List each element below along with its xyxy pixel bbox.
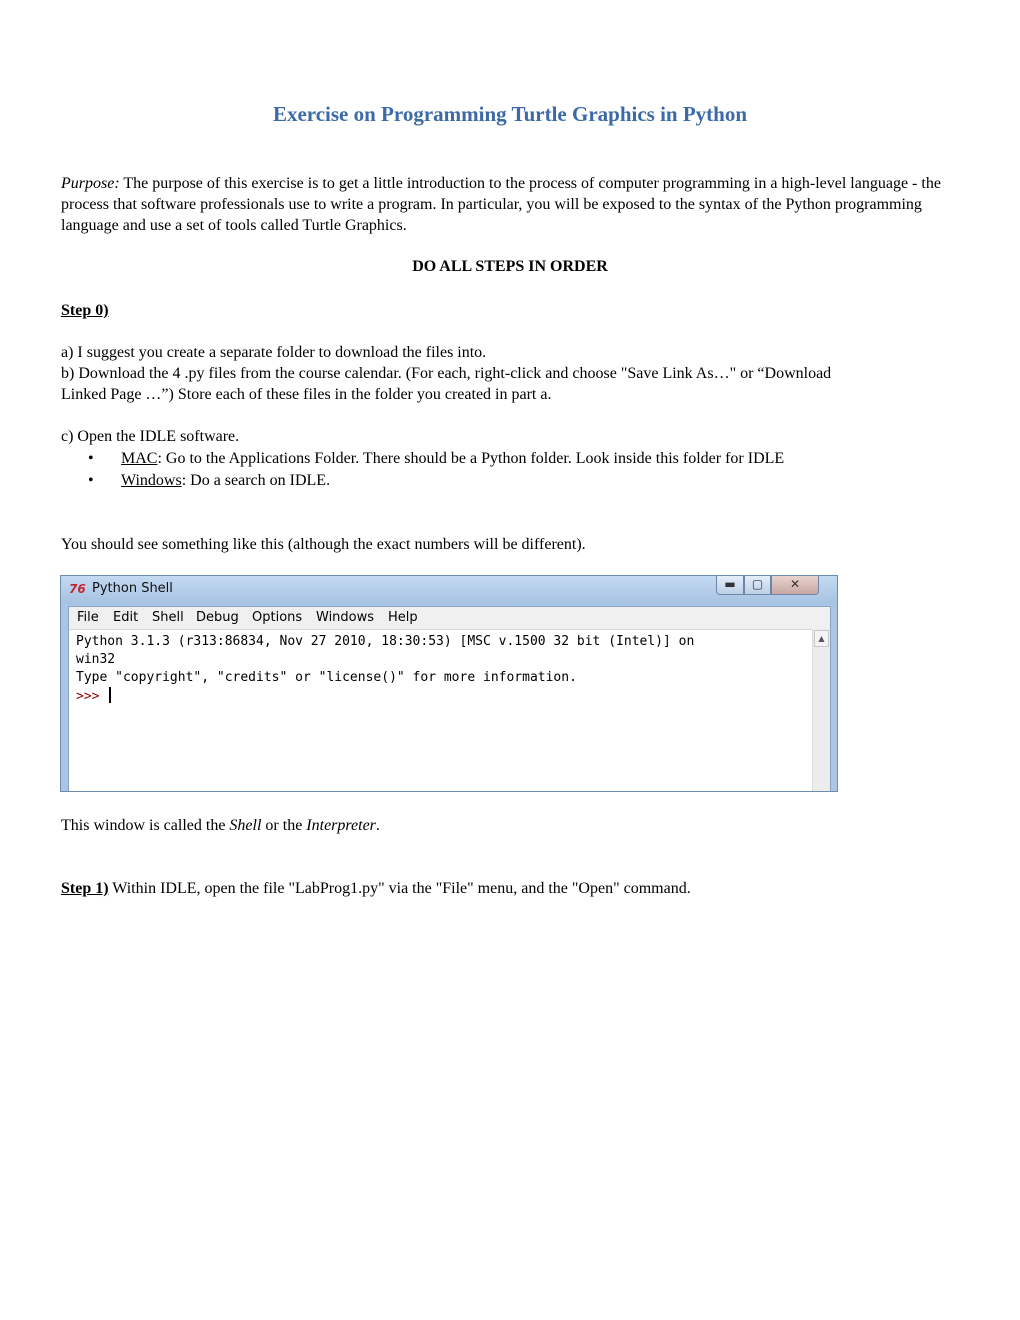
purpose-paragraph: [61, 173, 961, 236]
bullet-mac: [88, 448, 784, 470]
output-line: win32: [76, 652, 116, 667]
tk-logo-icon: 76: [69, 582, 86, 596]
shell-output[interactable]: [76, 633, 694, 706]
output-line: Python 3.1.3 (r313:86834, Nov 27 2010, 18:30:53) [MSC v.1500 32 bit (Intel)] on: [76, 634, 695, 649]
caption-before: This window is called the: [61, 817, 230, 834]
menu-bar: [69, 607, 830, 630]
text-cursor: [109, 687, 111, 703]
shell-client-area: [68, 606, 831, 791]
order-banner: DO ALL STEPS IN ORDER: [412, 258, 608, 275]
mac-instructions: : Go to the Applications Folder. There should be a Python folder. Look inside this folder for IDLE: [157, 450, 785, 467]
scroll-up-icon[interactable]: ▲: [814, 630, 829, 647]
close-icon[interactable]: ✕: [771, 576, 819, 595]
step0-item-c: c) Open the IDLE software.: [61, 428, 240, 445]
bullet-dot: •: [88, 472, 94, 489]
menu-file[interactable]: File: [77, 610, 99, 625]
mac-link: MAC: [121, 450, 158, 467]
step1-text: Within IDLE, open the file "LabProg1.py" via the "File" menu, and the "Open" command.: [108, 880, 691, 897]
page-title: Exercise on Programming Turtle Graphics in Python: [272, 102, 748, 126]
maximize-icon[interactable]: ▢: [744, 576, 771, 595]
purpose-text: The purpose of this exercise is to get a little introduction to the process of computer programming in a high-level language - the process that software professionals use to write a program. In particular, you will be exposed to the syntax of the Python programming language and use a set of tools called Turtle Graphics.: [61, 175, 941, 234]
caption-shell: Shell: [229, 817, 262, 834]
caption-interpreter: Interpreter: [306, 817, 376, 834]
bullet-windows: [88, 470, 330, 492]
window-caption: [61, 815, 380, 836]
menu-help[interactable]: Help: [388, 610, 418, 625]
see-something-text: You should see something like this (although the exact numbers will be different).: [61, 536, 586, 553]
step0-item-b-line1: b) Download the 4 .py files from the course calendar. (For each, right-click and choose "Save Link As…" or “Download: [61, 365, 832, 382]
window-title: Python Shell: [92, 581, 173, 596]
step0-label: Step 0): [61, 302, 109, 319]
step0-item-b-line2: Linked Page …”) Store each of these files in the folder you created in part a.: [61, 386, 552, 403]
step1-paragraph: [61, 878, 691, 899]
step0-heading: [61, 300, 109, 321]
output-line: Type "copyright", "credits" or "license()" for more information.: [76, 670, 577, 685]
window-titlebar: [61, 576, 837, 604]
vertical-scrollbar[interactable]: [812, 629, 830, 791]
prompt-line[interactable]: [76, 687, 694, 706]
caption-after: .: [375, 817, 380, 834]
shell-prompt: >>>: [76, 689, 108, 704]
purpose-label: Purpose:: [61, 175, 120, 192]
step1-label: Step 1): [61, 880, 109, 897]
step0-item-a: a) I suggest you create a separate folder to download the files into.: [61, 344, 487, 361]
menu-options[interactable]: Options: [252, 610, 303, 625]
menu-debug[interactable]: Debug: [196, 610, 239, 625]
menu-windows[interactable]: Windows: [316, 610, 375, 625]
minimize-icon[interactable]: ▬: [716, 576, 744, 595]
bullet-dot: •: [88, 450, 94, 467]
menu-shell[interactable]: Shell: [152, 610, 184, 625]
windows-link: Windows: [121, 472, 182, 489]
windows-instructions: : Do a search on IDLE.: [181, 472, 331, 489]
python-shell-window: [60, 575, 838, 792]
menu-edit[interactable]: Edit: [113, 610, 139, 625]
caption-middle: or the: [261, 817, 307, 834]
